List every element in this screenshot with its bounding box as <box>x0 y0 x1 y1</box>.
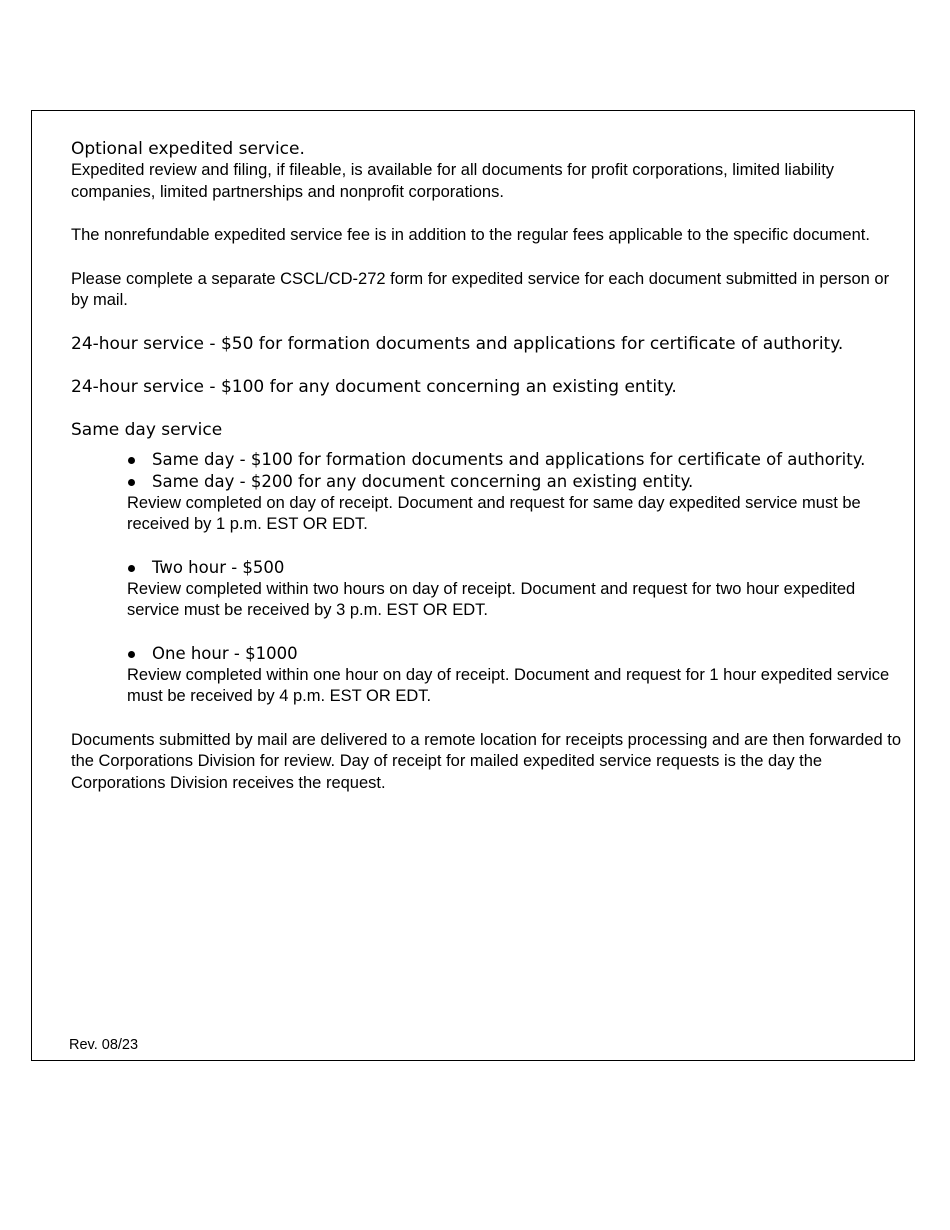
two-hour-label: Two hour - $500 <box>152 557 285 577</box>
list-item <box>127 471 901 493</box>
page-title: Optional expedited service. <box>71 139 305 159</box>
bullet-icon <box>128 651 135 658</box>
document-frame <box>31 110 915 1061</box>
bullet-icon <box>128 457 135 464</box>
same-day-heading: Same day service <box>71 419 223 440</box>
list-item <box>127 449 901 471</box>
bullet-icon <box>128 479 135 486</box>
revision-label: Rev. 08/23 <box>69 1037 139 1053</box>
service-24-formation: 24-hour service - $50 for formation documents and applications for certificate of authority. <box>71 333 844 354</box>
one-hour-note: Review completed within one hour on day of receipt. Document and request for 1 hour expedited service must be received by 4 p.m. EST OR EDT. <box>127 665 890 705</box>
document-content <box>71 138 901 794</box>
mail-paragraph: Documents submitted by mail are delivered to a remote location for receipts processing and are then forwarded to the Corporations Division for review. Day of receipt for mailed expedited service requests is the day the Corporations Division receives the request. <box>71 730 902 792</box>
list-item <box>127 557 901 579</box>
same-day-section <box>127 449 901 708</box>
fee-paragraph: The nonrefundable expedited service fee is in addition to the regular fees applicable to the specific document. <box>71 226 870 244</box>
form-paragraph: Please complete a separate CSCL/CD-272 form for expedited service for each document submitted in person or by mail. <box>71 269 890 309</box>
one-hour-label: One hour - $1000 <box>152 643 298 663</box>
service-24-existing: 24-hour service - $100 for any document concerning an existing entity. <box>71 376 677 397</box>
intro-paragraph: Expedited review and filing, if fileable, is available for all documents for profit corporations, limited liability companies, limited partnerships and nonprofit corporations. <box>71 161 835 201</box>
same-day-item-formation: Same day - $100 for formation documents and applications for certificate of authority. <box>152 449 866 469</box>
list-item <box>127 643 901 665</box>
two-hour-note: Review completed within two hours on day of receipt. Document and request for two hour expedited service must be received by 3 p.m. EST OR EDT. <box>127 579 856 619</box>
same-day-item-existing: Same day - $200 for any document concerning an existing entity. <box>152 471 694 491</box>
bullet-icon <box>128 565 135 572</box>
same-day-note: Review completed on day of receipt. Document and request for same day expedited service must be received by 1 p.m. EST OR EDT. <box>127 493 861 533</box>
